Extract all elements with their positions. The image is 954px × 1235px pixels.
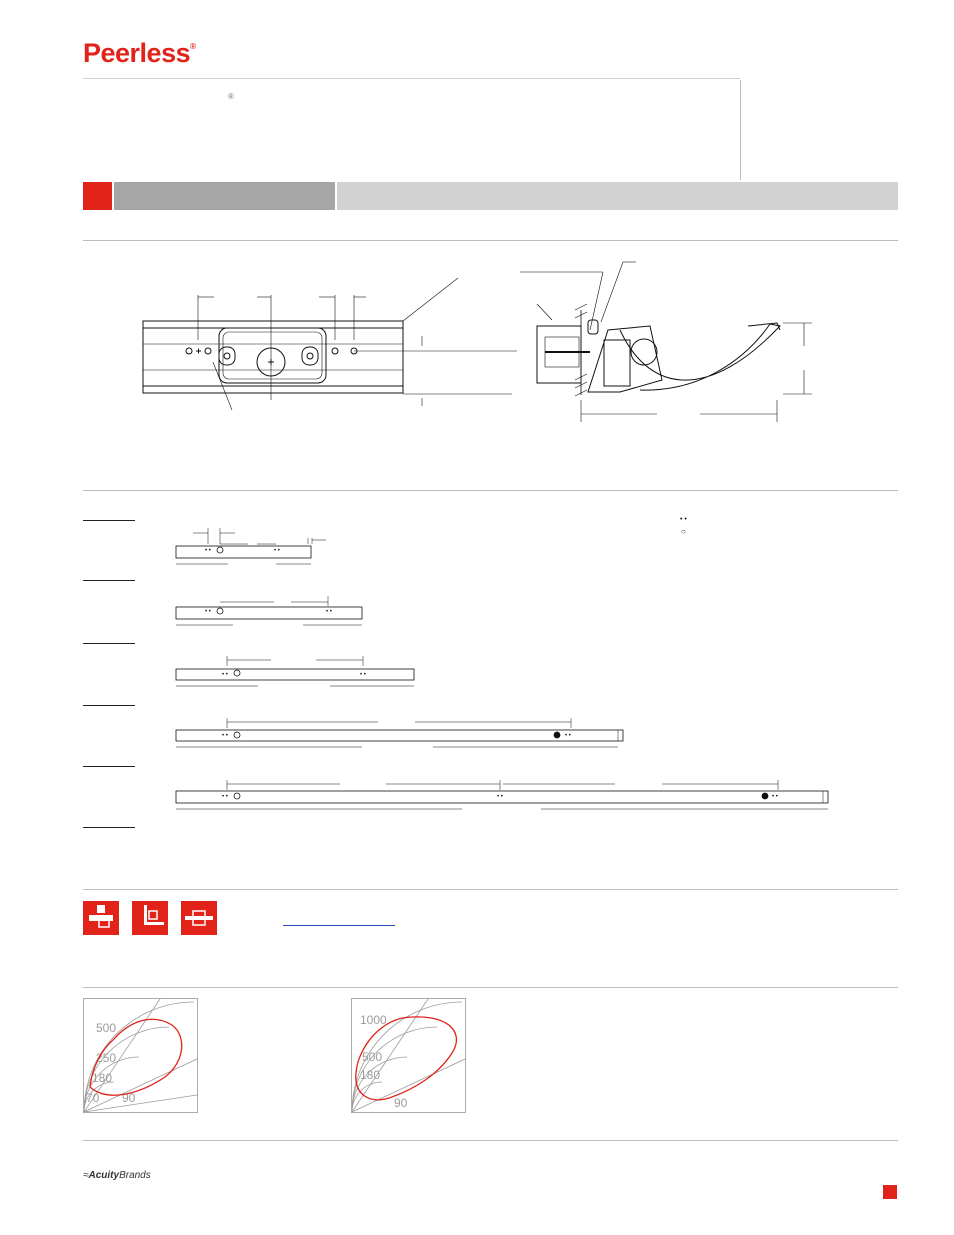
section-channel: [537, 326, 581, 383]
ring-label: 250: [96, 1051, 117, 1065]
certification-icon-3: [181, 901, 217, 935]
divider-rule: [83, 987, 898, 988]
hole-pair-label: • •: [326, 609, 332, 615]
clip: [588, 320, 598, 334]
angle-label: 70: [86, 1091, 100, 1105]
hole-pair-label: • •: [205, 609, 211, 615]
footer-brand-logo: [83, 1170, 151, 1181]
filled-knockout-symbol: [762, 793, 768, 799]
legend-single-symbol: ○: [681, 527, 686, 536]
mounting-length-diagrams: [0, 500, 954, 830]
angle-label: 90: [394, 1096, 408, 1110]
brand-name: Peerless: [83, 38, 191, 68]
ring-label: 500: [362, 1050, 383, 1064]
page-marker: [883, 1185, 897, 1199]
mounting-slot-left: [219, 347, 235, 365]
leader-line: [403, 278, 458, 321]
brand-trademark: ®: [190, 42, 196, 51]
polar-plot-1: [84, 999, 197, 1112]
divider-rule: [83, 1140, 898, 1141]
knockout-symbol: [234, 732, 240, 738]
reflector: [620, 324, 780, 390]
reflector-lip: [748, 323, 780, 330]
photometric-chart-2: [351, 998, 466, 1113]
ring-label: 180: [360, 1068, 381, 1082]
filled-knockout-symbol: [554, 732, 560, 738]
polar-spoke: [84, 1059, 197, 1112]
hole-pair-label: • •: [222, 672, 228, 678]
mounting-hole: [186, 348, 192, 354]
footer-brand-mark: ≈: [83, 1170, 89, 1181]
hole-pair-label: • •: [360, 672, 366, 678]
polar-spoke: [84, 1095, 197, 1112]
certification-icon-2: [132, 901, 168, 935]
hole-pair-label: • •: [205, 548, 211, 554]
ballast: [604, 340, 630, 386]
leader-line: [601, 262, 623, 322]
mounting-slot-right: [302, 347, 318, 365]
hole-pair-label: • •: [497, 794, 503, 800]
divider-rule: [83, 889, 898, 890]
website-link[interactable]: [283, 913, 395, 926]
certification-icon-1: [83, 901, 119, 935]
ring-label: 500: [96, 1021, 117, 1035]
channel-row-2: [176, 607, 362, 619]
polar-spoke: [352, 1059, 465, 1112]
channel-row-1: [176, 546, 311, 558]
footer-brand-suffix: Brands: [119, 1170, 151, 1181]
hole-pair-label: • •: [222, 794, 228, 800]
mounting-hole: [205, 348, 211, 354]
slot-hole: [307, 353, 313, 359]
ring-label: 180: [92, 1071, 113, 1085]
slot-hole: [224, 353, 230, 359]
divider-rule: [83, 490, 898, 491]
hole-pair-label: • •: [222, 733, 228, 739]
angle-label: 90: [122, 1091, 136, 1105]
knockout-symbol: [217, 608, 223, 614]
knockout-symbol: [217, 547, 223, 553]
channel-row-3: [176, 669, 414, 680]
photometric-chart-1: [83, 998, 198, 1113]
legend-pair-symbol: • •: [680, 516, 687, 523]
hole-pair-label: • •: [772, 794, 778, 800]
polar-plot-2: [352, 999, 465, 1112]
ring-label: 1000: [360, 1013, 387, 1027]
fixture-drawing: [0, 0, 954, 480]
lamp-housing: [588, 326, 662, 392]
hole-pair-label: • •: [565, 733, 571, 739]
hole-pair-label: • •: [274, 548, 280, 554]
knockout-symbol: [234, 670, 240, 676]
registered-mark: ®: [228, 92, 234, 101]
leader-line: [537, 304, 552, 320]
lamp-socket: [631, 339, 657, 365]
footer-brand-name: Acuity: [88, 1170, 120, 1181]
knockout-symbol: [234, 793, 240, 799]
mounting-hole: [332, 348, 338, 354]
